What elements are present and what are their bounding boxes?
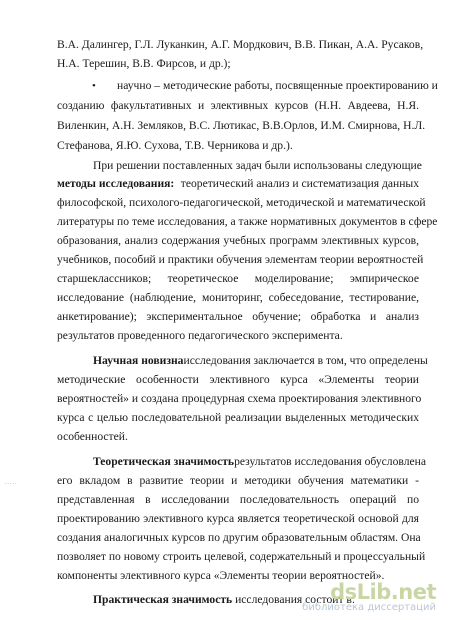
text-line: [57, 272, 419, 286]
text-line: [93, 354, 428, 368]
text-line: Н.А. Терешин, В.В. Фирсов, и др.);: [57, 57, 231, 70]
text-line: Стефанова, Я.Ю. Сухова, Т.В. Черникова и др.).: [57, 139, 293, 152]
text-line: его вкладом в развитие теории и методики обучения математики -: [57, 474, 419, 487]
bold-term: методы исследования:: [57, 177, 175, 190]
text-line: созданию факультативных и элективных курсов (Н.Н. Авдеева, Н.Я.: [57, 99, 419, 112]
bold-term: Теоретическая значимость: [93, 455, 235, 468]
text-line: методические особенности элективного курса «Элементы теории: [57, 373, 419, 386]
text-line: Виленкин, А.Н. Земляков, В.С. Лютикас, В.В.Орлов, И.М. Смирнова, Н.Л.: [57, 119, 426, 132]
text-line: проектированию элективного курса является теоретической основой для: [57, 512, 419, 525]
text-line: [93, 455, 426, 469]
watermark-logo: dsLib.net: [330, 580, 436, 604]
text-line: В.А. Далингер, Г.Л. Луканкин, А.Г. Мордкович, В.В. Пикан, А.А. Русаков,: [57, 38, 424, 51]
text-span: исследования заключается в том, что определены: [183, 354, 428, 367]
watermark: [302, 580, 436, 613]
text-line: создания аналогичных курсов по другим образовательным областям. Она: [57, 531, 421, 544]
text-span: исследования состоит в:: [232, 593, 356, 606]
text-line: анкетирование); экспериментальное обучение; обработка и анализ: [57, 310, 419, 323]
text-line: компоненты элективного курса «Элементы теории вероятностей».: [57, 569, 385, 582]
text-line: курса с целью последовательной реализации выделенных методических: [57, 411, 419, 424]
text-line: При решении поставленных задач были использованы следующие: [93, 159, 422, 172]
text-line: представленная в исследовании последовательность операций по: [57, 493, 419, 506]
text-span: эмпирическое: [349, 272, 419, 285]
text-line: особенностей.: [57, 430, 128, 443]
text-line: результатов проведенного педагогического эксперимента.: [57, 329, 343, 342]
text-line: учебников, пособий и практики обучения элементам теории вероятностей: [57, 253, 424, 266]
text-line: научно – методические работы, посвященные проектированию и: [117, 79, 438, 92]
text-line: вероятностей» и создана процедурная схема проектирования элективного: [57, 392, 422, 405]
text-line: философской, психолого-педагогической, методической и математической: [57, 196, 426, 209]
margin-marks: . . . . .: [5, 481, 17, 486]
bold-term: Практическая значимость: [93, 593, 233, 606]
text-line: образования, анализ содержания учебных программ элективных курсов,: [57, 234, 419, 247]
text-span: результатов исследования обусловлена: [234, 455, 426, 468]
text-line: позволяет по новому строить целевой, содержательный и процессуальный: [57, 550, 426, 563]
text-span: старшеклассников;: [57, 272, 152, 285]
text-span: теоретическое: [167, 272, 239, 285]
text-line: исследование (наблюдение, мониторинг, собеседование, тестирование,: [57, 291, 419, 304]
text-line: [57, 177, 419, 191]
text-line: литературы по теме исследования, а также нормативных документов в сфере: [57, 215, 438, 228]
watermark-subtitle: библиотека диссертаций: [302, 602, 436, 613]
text-span: теоретический анализ и систематизация данных: [180, 177, 419, 190]
bold-term: Научная новизна: [93, 354, 184, 367]
bullet-icon: •: [92, 80, 96, 92]
text-span: моделирование;: [254, 272, 334, 285]
